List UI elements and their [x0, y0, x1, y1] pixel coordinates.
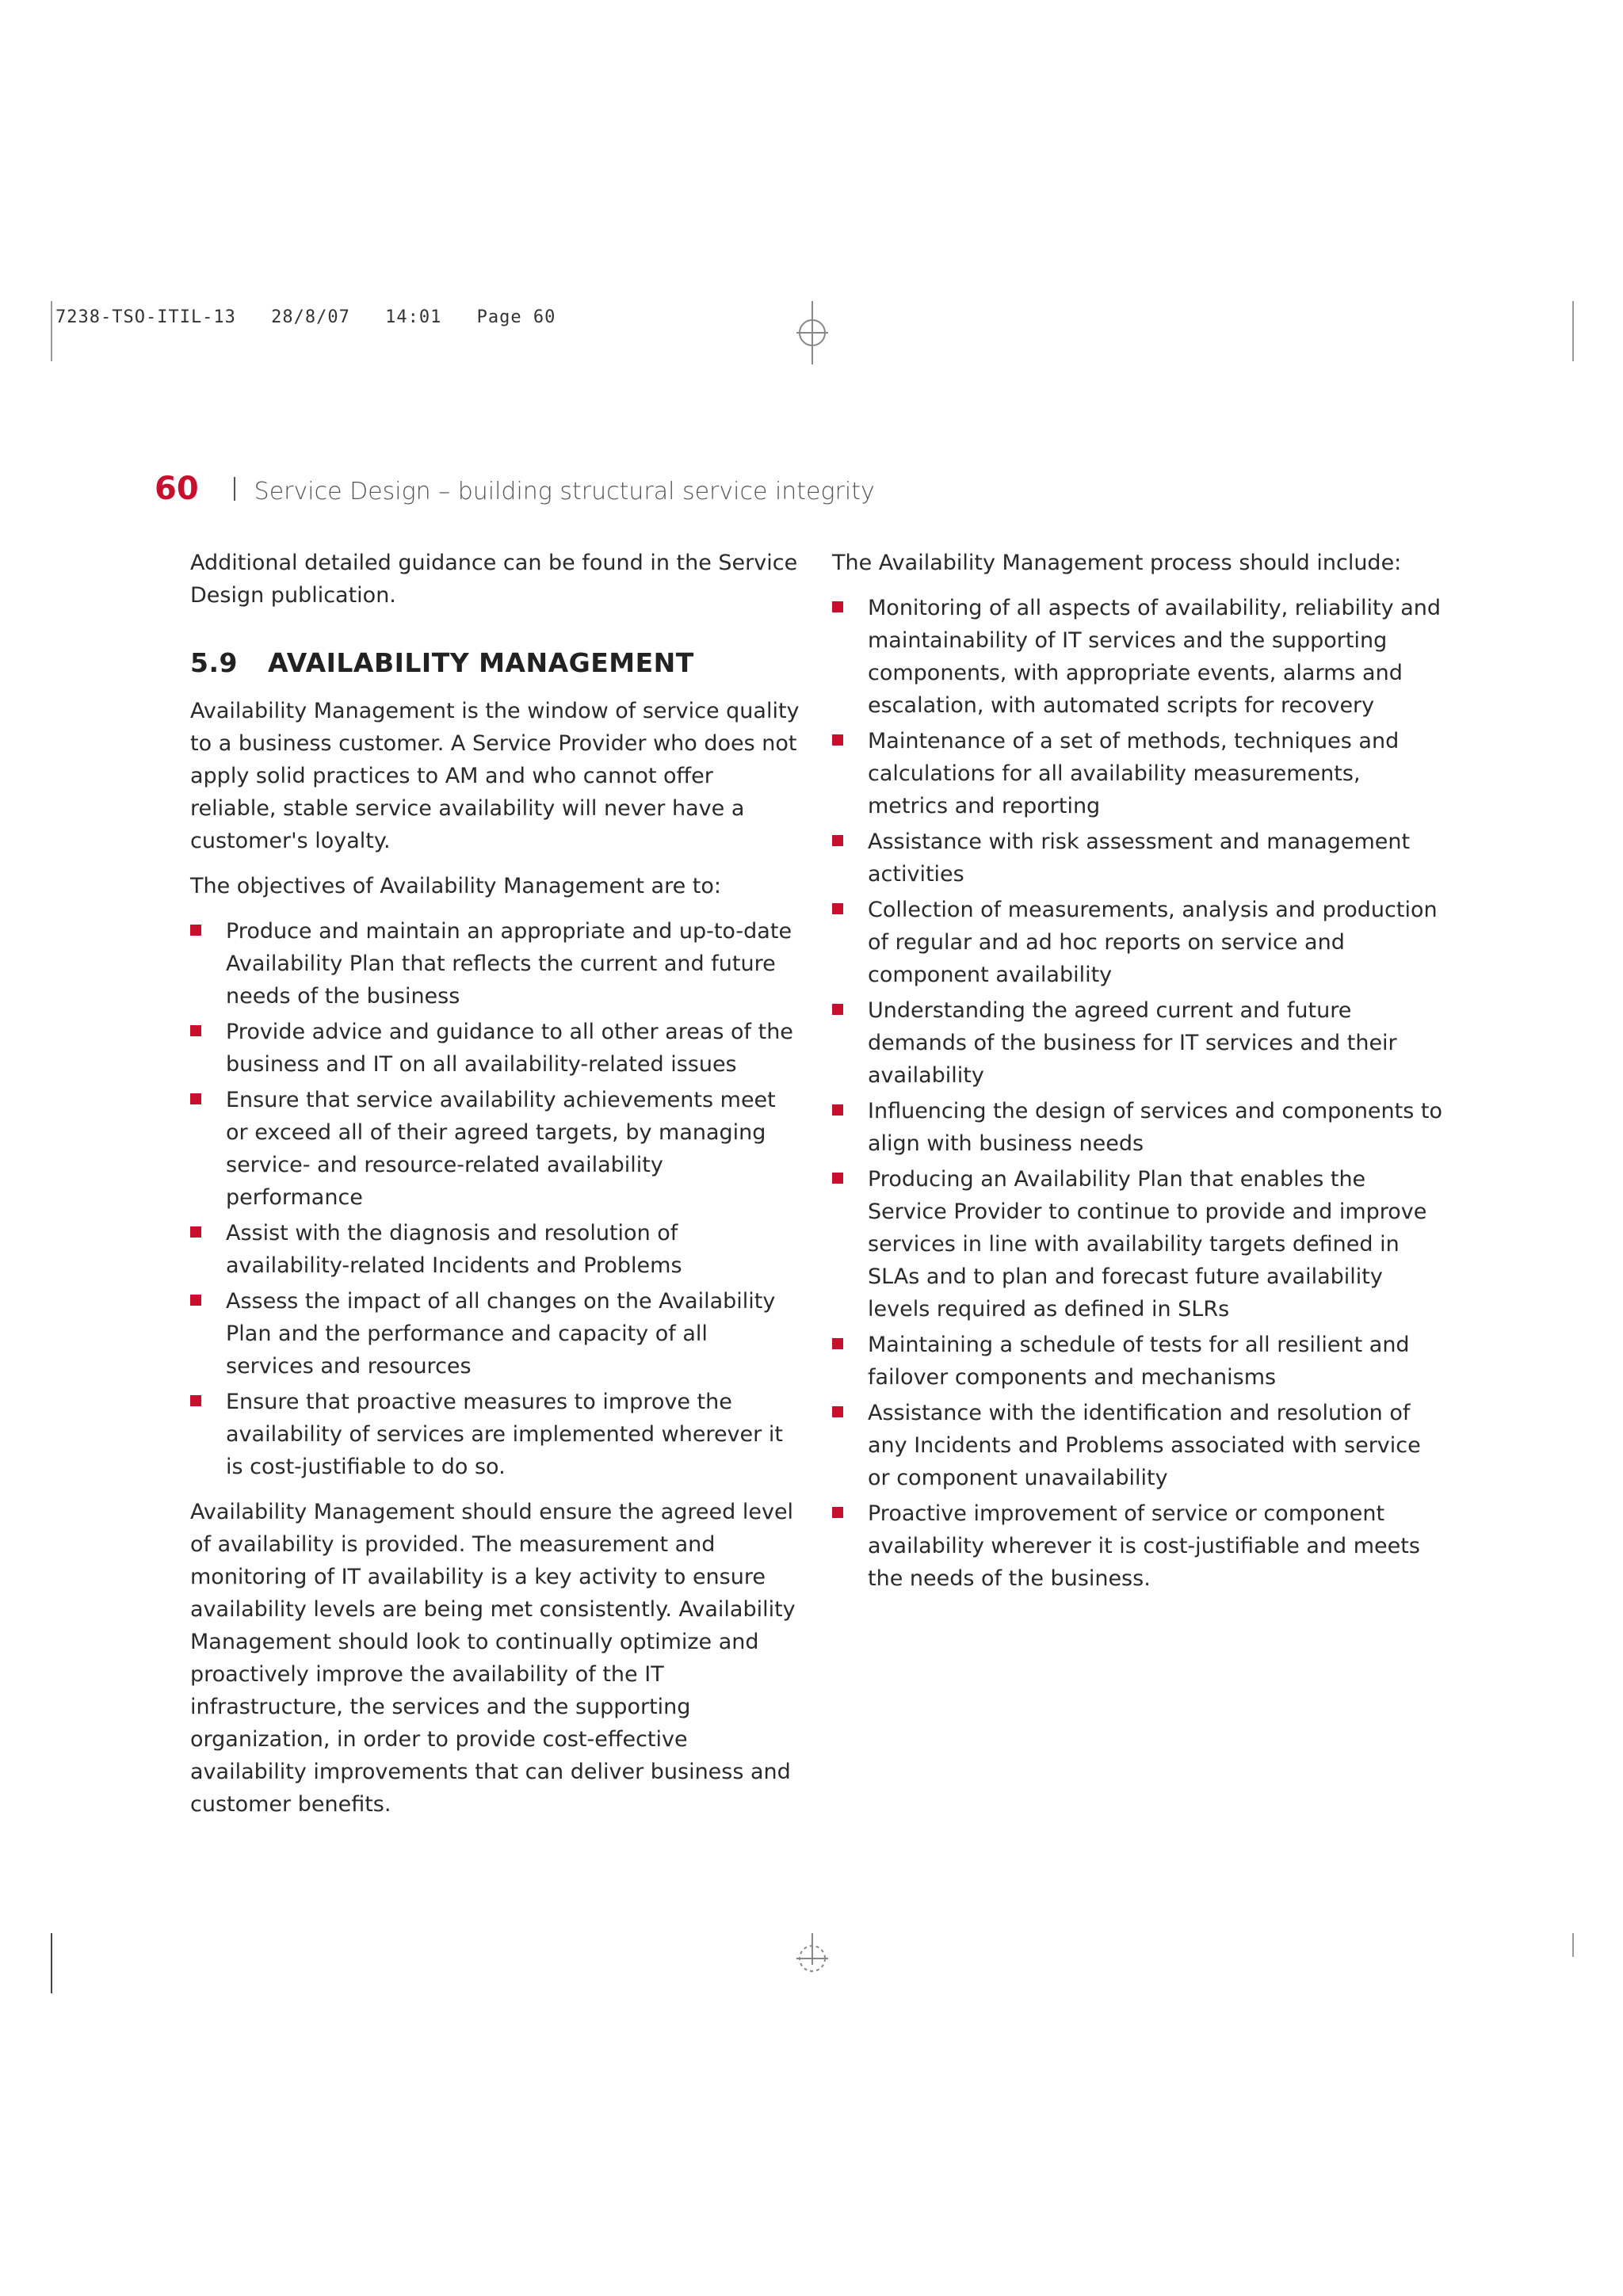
list-item [190, 1285, 800, 1383]
running-header [155, 471, 875, 507]
list-item-text: Maintaining a schedule of tests for all resilient and failover components and mechanisms [868, 1333, 1410, 1390]
square-bullet-icon [190, 1226, 201, 1238]
left-column [190, 547, 800, 1833]
square-bullet-icon [832, 1507, 843, 1518]
list-item [832, 1095, 1442, 1160]
crop-mark-bottom-left [51, 1933, 52, 1993]
list-item-text: Produce and maintain an appropriate and up-to-date Availability Plan that reflects the current and future needs of the business [226, 919, 792, 1009]
list-item [832, 725, 1442, 822]
running-title: Service Design – building structural service integrity [254, 478, 875, 505]
list-item [190, 915, 800, 1013]
square-bullet-icon [190, 1025, 201, 1036]
list-item-text: Ensure that service availability achievements meet or exceed all of their agreed targets, by managing service- and resource-related availability performance [226, 1088, 776, 1210]
crop-mark-bottom-right [1572, 1933, 1574, 1957]
list-item-text: Collection of measurements, analysis and production of regular and ad hoc reports on service and component availability [868, 898, 1438, 987]
square-bullet-icon [832, 601, 843, 612]
crop-mark-top-right [1572, 301, 1574, 361]
right-column [832, 547, 1442, 1608]
list-item [832, 1163, 1442, 1325]
intro-paragraph: Additional detailed guidance can be found in the Service Design publication. [190, 551, 798, 608]
list-item-text: Monitoring of all aspects of availability, reliability and maintainability of IT services and the supporting components, with appropriate events, alarms and escalation, with automated scripts for recovery [868, 596, 1442, 718]
list-item-text: Understanding the agreed current and future demands of the business for IT services and their availability [868, 998, 1397, 1088]
header-separator [234, 477, 235, 501]
list-item-text: Producing an Availability Plan that enables the Service Provider to continue to provide and improve services in line with availability targets defined in SLAs and to plan and forecast future availability levels required as defined in SLRs [868, 1167, 1427, 1322]
registration-mark-top [792, 301, 832, 364]
body-paragraph: Availability Management should ensure the agreed level of availability is provided. The measurement and monitoring of IT availability is a key activity to ensure availability levels are being met consistently. Availability Management should look to continually optimize and proactively improve the availability of the IT infrastructure, the services and the supporting organization, in order to provide cost-effective availability improvements that can deliver business and customer benefits. [190, 1500, 796, 1817]
section-title: AVAILABILITY MANAGEMENT [267, 647, 694, 678]
square-bullet-icon [832, 1104, 843, 1116]
list-item-text: Influencing the design of services and components to align with business needs [868, 1099, 1442, 1156]
square-bullet-icon [190, 1093, 201, 1104]
list-item-text: Assess the impact of all changes on the Availability Plan and the performance and capacity of all services and resources [226, 1289, 776, 1379]
process-intro: The Availability Management process should include: [832, 551, 1402, 575]
square-bullet-icon [190, 1295, 201, 1306]
slug-time: 14:01 [385, 307, 442, 327]
list-item [832, 826, 1442, 891]
list-item-text: Assistance with risk assessment and management activities [868, 830, 1411, 887]
slug-page: Page 60 [476, 307, 556, 327]
list-item [832, 592, 1442, 722]
list-item [832, 994, 1442, 1092]
square-bullet-icon [832, 1173, 843, 1184]
objectives-list [190, 915, 800, 1483]
list-item-text: Ensure that proactive measures to improve the availability of services are implemented wherever it is cost-justifiable to do so. [226, 1390, 783, 1479]
list-item-text: Maintenance of a set of methods, techniques and calculations for all availability measurements, metrics and reporting [868, 729, 1400, 818]
list-item-text: Provide advice and guidance to all other areas of the business and IT on all availability-related issues [226, 1020, 793, 1077]
list-item [190, 1386, 800, 1483]
square-bullet-icon [832, 1338, 843, 1349]
list-item [832, 894, 1442, 991]
body-paragraph: Availability Management is the window of service quality to a business customer. A Service Provider who does not apply solid practices to AM and who cannot offer reliable, stable service availability will never have a customer's loyalty. [190, 699, 800, 853]
list-item [190, 1084, 800, 1214]
list-item [832, 1397, 1442, 1494]
list-item-text: Proactive improvement of service or component availability wherever it is cost-justifiable and meets the needs of the business. [868, 1501, 1420, 1591]
registration-mark-bottom [792, 1933, 832, 1989]
objectives-intro: The objectives of Availability Management are to: [190, 874, 721, 898]
list-item [832, 1497, 1442, 1595]
square-bullet-icon [832, 835, 843, 846]
list-item [190, 1016, 800, 1081]
page-number: 60 [155, 471, 199, 507]
square-bullet-icon [832, 734, 843, 746]
square-bullet-icon [190, 1395, 201, 1406]
list-item-text: Assist with the diagnosis and resolution of availability-related Incidents and Problems [226, 1221, 682, 1278]
crop-mark-top-left [51, 301, 52, 361]
printer-slug [55, 307, 579, 327]
list-item-text: Assistance with the identification and resolution of any Incidents and Problems associated with service or component unavailability [868, 1401, 1421, 1490]
square-bullet-icon [832, 903, 843, 914]
square-bullet-icon [832, 1004, 843, 1015]
section-number: 5.9 [190, 647, 238, 678]
process-list [832, 592, 1442, 1595]
slug-file: 7238-TSO-ITIL-13 [55, 307, 236, 327]
square-bullet-icon [832, 1406, 843, 1417]
list-item [190, 1217, 800, 1282]
section-heading [190, 646, 800, 679]
slug-date: 28/8/07 [271, 307, 350, 327]
square-bullet-icon [190, 925, 201, 936]
list-item [832, 1329, 1442, 1394]
